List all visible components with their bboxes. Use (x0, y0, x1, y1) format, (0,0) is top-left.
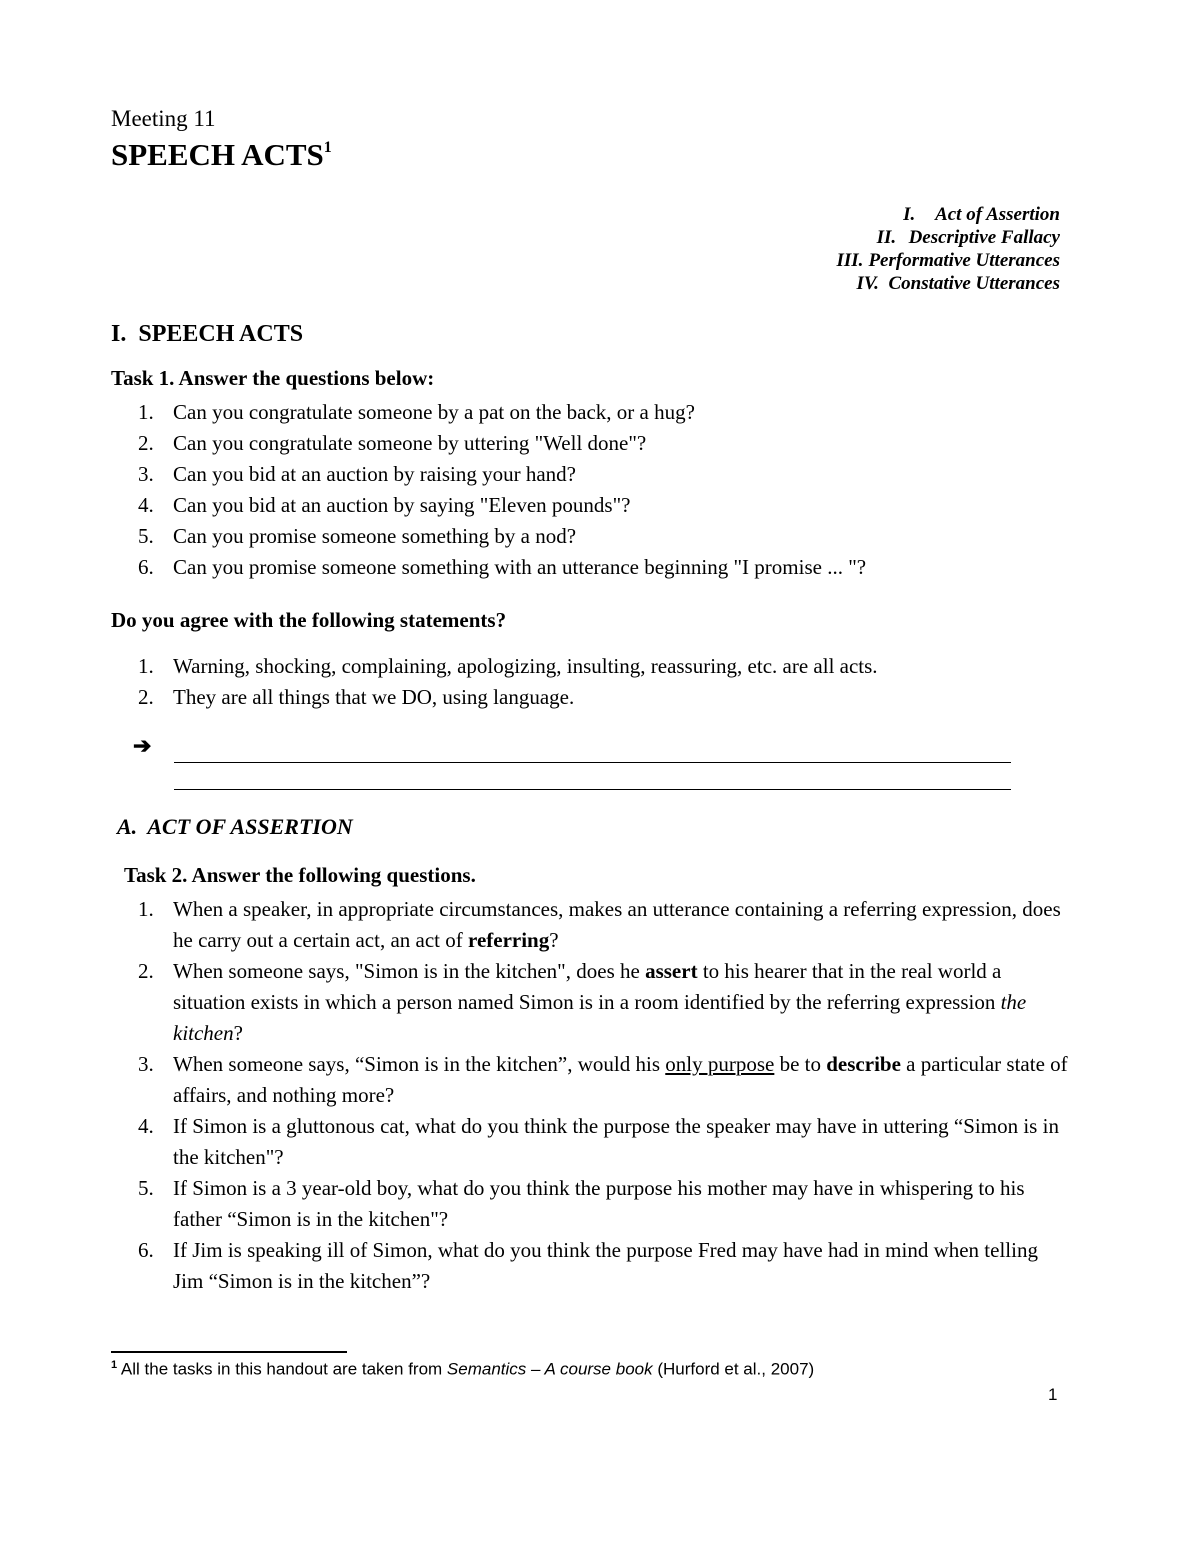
item-number: 6. (138, 555, 154, 579)
toc-label: Performative Utterances (868, 250, 1060, 271)
footnote-mark: 1 (111, 1359, 118, 1371)
text-run: to his hearer that in the real world a situation exists in which a person named Simon is in a room identified by the referring expression (173, 959, 1002, 1014)
list-item (111, 651, 1011, 682)
agree-statements-list (111, 651, 1011, 713)
item-number: 1. (138, 654, 154, 678)
item-number: 1. (138, 897, 154, 921)
text-run: ? (233, 1021, 243, 1045)
toc-item (836, 272, 1060, 295)
bold-term: describe (826, 1052, 901, 1076)
answer-line-1 (174, 762, 1011, 763)
item-number: 2. (138, 685, 154, 709)
item-number: 6. (138, 1238, 154, 1262)
list-item (111, 894, 1071, 956)
list-item (111, 1235, 1071, 1297)
item-text: Can you congratulate someone by uttering "Well done"? (173, 431, 647, 455)
item-text: Can you congratulate someone by a pat on the back, or a hug? (173, 400, 695, 424)
item-text: Can you promise someone something by a nod? (173, 524, 577, 548)
text-run: If Simon is a 3 year-old boy, what do you think the purpose his mother may have in whispering to his father “Simon is in the kitchen"? (173, 1176, 1025, 1231)
list-item (111, 1173, 1071, 1235)
agree-statements-label: Do you agree with the following statements? (111, 608, 507, 632)
toc-number: I. (903, 204, 916, 225)
footnote-book-title: Semantics – A course book (446, 1359, 653, 1379)
task2-question-list (111, 894, 1071, 1297)
toc-label: Act of Assertion (935, 204, 1060, 225)
toc-item (836, 249, 1060, 272)
item-text (173, 1052, 1068, 1107)
list-item (111, 1111, 1071, 1173)
item-text (173, 897, 1061, 952)
title-footnote-mark: 1 (323, 139, 332, 156)
section-heading-speech-acts: I. SPEECH ACTS (111, 321, 304, 347)
item-text: They are all things that we DO, using language. (173, 685, 575, 709)
meeting-label: Meeting 11 (111, 106, 216, 131)
text-run: If Jim is speaking ill of Simon, what do you think the purpose Fred may have had in mind when telling Jim “Simon is in the kitchen”? (173, 1238, 1038, 1293)
footnote (111, 1359, 814, 1380)
toc-label: Descriptive Fallacy (908, 227, 1060, 248)
text-run: When a speaker, in appropriate circumstances, makes an utterance containing a referring expression, does he carry out a certain act, an act of (173, 897, 1061, 952)
underlined-term: only purpose (665, 1052, 775, 1076)
list-item (111, 397, 1011, 428)
item-text: Can you bid at an auction by saying "Eleven pounds"? (173, 493, 631, 517)
item-text (173, 959, 1026, 1045)
item-text: Can you bid at an auction by raising your hand? (173, 462, 576, 486)
arrow-icon: ➔ (133, 733, 152, 758)
list-item (111, 552, 1011, 583)
list-item (111, 459, 1011, 490)
item-text: Warning, shocking, complaining, apologizing, insulting, reassuring, etc. are all acts. (173, 654, 878, 678)
italic-term: the kitchen (173, 990, 1027, 1045)
task2-label: Task 2. Answer the following questions. (124, 863, 476, 887)
list-item (111, 956, 1071, 1049)
item-number: 2. (138, 959, 154, 983)
footnote-text-after: (Hurford et al., 2007) (652, 1359, 815, 1379)
text-run: When someone says, “Simon is in the kitchen”, would his (173, 1052, 666, 1076)
list-item (111, 682, 1011, 713)
text-run: be to (774, 1052, 827, 1076)
section-heading-act-of-assertion: A. ACT OF ASSERTION (117, 814, 353, 839)
footnote-text-before: All the tasks in this handout are taken from (117, 1359, 447, 1379)
page-title (111, 137, 332, 173)
toc-number: IV. (856, 273, 879, 294)
bold-term: referring (468, 928, 550, 952)
item-text (173, 1238, 1038, 1293)
toc-label: Constative Utterances (888, 273, 1060, 294)
bold-term: assert (645, 959, 698, 983)
task1-question-list (111, 397, 1011, 583)
answer-line-2 (174, 789, 1011, 790)
item-number: 5. (138, 1176, 154, 1200)
list-item (111, 490, 1011, 521)
list-item (111, 1049, 1071, 1111)
toc-number: II. (876, 227, 897, 248)
title-text: SPEECH ACTS (111, 137, 324, 172)
item-number: 4. (138, 493, 154, 517)
item-number: 5. (138, 524, 154, 548)
toc-item (836, 226, 1060, 249)
task1-label: Task 1. Answer the questions below: (111, 366, 435, 390)
list-item (111, 428, 1011, 459)
item-number: 4. (138, 1114, 154, 1138)
table-of-contents (836, 203, 1060, 295)
page-number: 1 (1048, 1385, 1058, 1404)
list-item (111, 521, 1011, 552)
toc-number: III. (836, 250, 864, 271)
footnote-separator (111, 1351, 347, 1353)
item-number: 3. (138, 1052, 154, 1076)
text-run: a particular state of affairs, and nothing more? (173, 1052, 1068, 1107)
toc-item (836, 203, 1060, 226)
item-text (173, 1176, 1025, 1231)
text-run: If Simon is a gluttonous cat, what do you think the purpose the speaker may have in uttering “Simon is in the kitchen"? (173, 1114, 1059, 1169)
item-number: 3. (138, 462, 154, 486)
item-number: 1. (138, 400, 154, 424)
text-run: ? (549, 928, 559, 952)
text-run: When someone says, "Simon is in the kitchen", does he (173, 959, 646, 983)
item-number: 2. (138, 431, 154, 455)
item-text (173, 1114, 1059, 1169)
item-text: Can you promise someone something with an utterance beginning "I promise ... "? (173, 555, 867, 579)
